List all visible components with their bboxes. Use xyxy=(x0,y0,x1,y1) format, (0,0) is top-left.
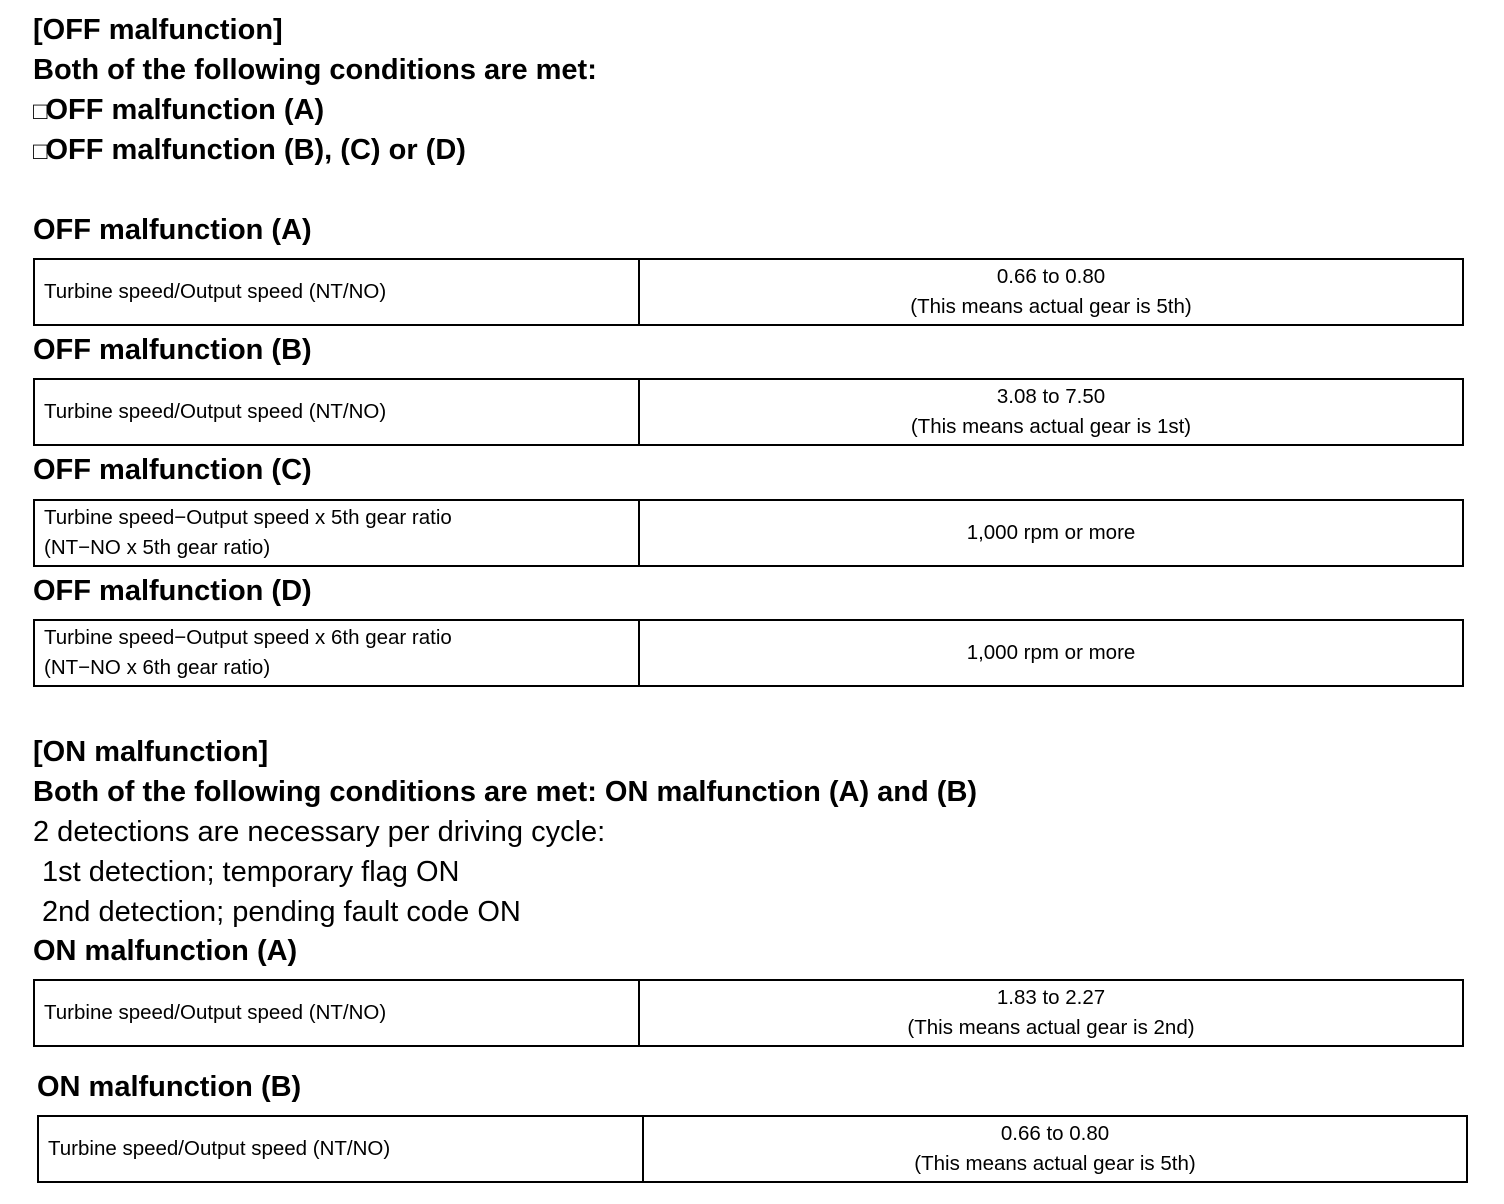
on-table-a-title: ON malfunction (A) xyxy=(33,935,298,967)
off-table-d-title: OFF malfunction (D) xyxy=(33,575,312,607)
off-table-a xyxy=(33,258,1464,326)
checkbox-icon: □ xyxy=(33,138,46,165)
table-row xyxy=(34,980,1463,1046)
off-condition-item: □OFF malfunction (B), (C) or (D) xyxy=(33,134,466,166)
detection-item: 1st detection; temporary flag ON xyxy=(42,856,460,888)
off-table-d xyxy=(33,619,1464,687)
on-table-b xyxy=(37,1115,1468,1183)
value-cell: 1,000 rpm or more xyxy=(639,620,1463,686)
off-heading: [OFF malfunction] xyxy=(33,14,283,46)
value-cell: 0.66 to 0.80 (This means actual gear is 5th) xyxy=(643,1116,1467,1182)
param-cell: Turbine speed−Output speed x 6th gear ratio (NT−NO x 6th gear ratio) xyxy=(34,620,639,686)
value-cell: 3.08 to 7.50 (This means actual gear is 1st) xyxy=(639,379,1463,445)
table-row xyxy=(34,259,1463,325)
table-row xyxy=(34,379,1463,445)
param-cell: Turbine speed/Output speed (NT/NO) xyxy=(38,1116,643,1182)
table-row xyxy=(38,1116,1467,1182)
value-cell: 1.83 to 2.27 (This means actual gear is 2nd) xyxy=(639,980,1463,1046)
checkbox-icon: □ xyxy=(33,98,46,125)
on-table-a xyxy=(33,979,1464,1047)
off-intro: Both of the following conditions are met: xyxy=(33,54,597,86)
param-cell: Turbine speed/Output speed (NT/NO) xyxy=(34,379,639,445)
on-table-b-title: ON malfunction (B) xyxy=(37,1071,302,1103)
on-heading: [ON malfunction] xyxy=(33,736,269,768)
off-table-b-title: OFF malfunction (B) xyxy=(33,334,312,366)
off-condition-item: □OFF malfunction (A) xyxy=(33,94,325,126)
on-intro: Both of the following conditions are met: ON malfunction (A) and (B) xyxy=(33,776,978,808)
off-table-b xyxy=(33,378,1464,446)
off-table-a-title: OFF malfunction (A) xyxy=(33,214,312,246)
table-row xyxy=(34,620,1463,686)
detection-note: 2 detections are necessary per driving cycle: xyxy=(33,816,606,848)
detection-item: 2nd detection; pending fault code ON xyxy=(42,896,521,928)
param-cell: Turbine speed/Output speed (NT/NO) xyxy=(34,980,639,1046)
off-table-c-title: OFF malfunction (C) xyxy=(33,454,312,486)
value-cell: 0.66 to 0.80 (This means actual gear is 5th) xyxy=(639,259,1463,325)
table-row xyxy=(34,500,1463,566)
value-cell: 1,000 rpm or more xyxy=(639,500,1463,566)
off-table-c xyxy=(33,499,1464,567)
param-cell: Turbine speed−Output speed x 5th gear ratio (NT−NO x 5th gear ratio) xyxy=(34,500,639,566)
param-cell: Turbine speed/Output speed (NT/NO) xyxy=(34,259,639,325)
